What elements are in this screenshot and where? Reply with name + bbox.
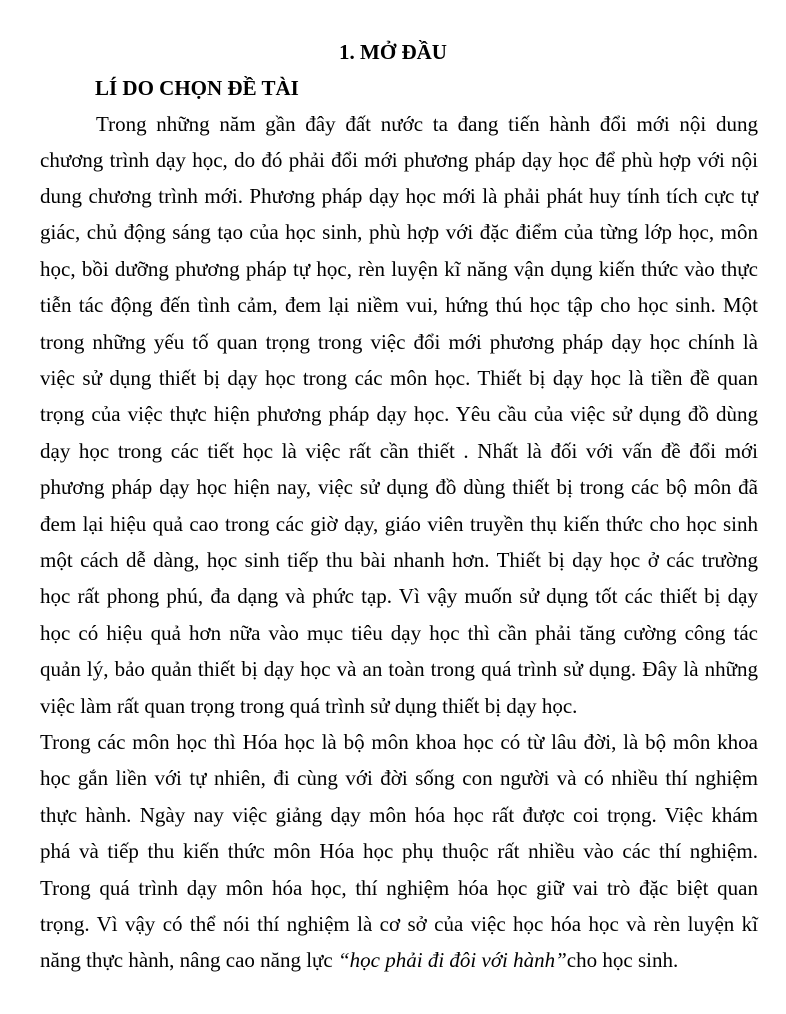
section-heading: 1. MỞ ĐẦU (339, 40, 447, 64)
paragraph-line: một cách dễ dàng, học sinh tiếp thu bài nhanh hơn. Thiết bị dạy học ở các trường (40, 548, 758, 572)
paragraph-line: học gắn liền với tự nhiên, đi cùng với đời sống con người và có nhiều thí nghiệm (40, 766, 758, 790)
paragraph-line: học, bồi dưỡng phương pháp tự học, rèn luyện kĩ năng vận dụng kiến thức vào thực (40, 257, 758, 281)
paragraph-line: quản lý, bảo quản thiết bị dạy học và an toàn trong quá trình sử dụng. Đây là những (40, 657, 758, 681)
paragraph-line: trọng của việc thực hiện phương pháp dạy học. Yêu cầu của việc sử dụng đồ dùng (40, 402, 758, 426)
subsection-heading: LÍ DO CHỌN ĐỀ TÀI (95, 76, 299, 100)
paragraph-line: dạy học trong các tiết học là việc rất cần thiết . Nhất là đối với vấn đề đổi mới (40, 439, 758, 463)
paragraph-line: đem lại hiệu quả cao trong các giờ dạy, giáo viên truyền thụ kiến thức cho học sinh (40, 512, 758, 536)
paragraph-line: trọng. Vì vậy có thể nói thí nghiệm là cơ sở của việc học hóa học và rèn luyện kĩ (40, 912, 758, 936)
paragraph-line: phương pháp dạy học hiện nay, việc sử dụng đồ dùng thiết bị trong các bộ môn đã (40, 475, 758, 499)
paragraph-line: Trong những năm gần đây đất nước ta đang tiến hành đổi mới nội dung (96, 112, 758, 136)
paragraph-line: Trong các môn học thì Hóa học là bộ môn khoa học có từ lâu đời, là bộ môn khoa (40, 730, 758, 754)
paragraph-line: thực hành. Ngày nay việc giảng dạy môn hóa học rất được coi trọng. Việc khám (40, 803, 758, 827)
paragraph-line: học rất phong phú, đa dạng và phức tạp. Vì vậy muốn sử dụng tốt các thiết bị dạy (40, 584, 758, 608)
paragraph-line: tiễn tác động đến tình cảm, đem lại niềm vui, hứng thú học tập cho học sinh. Một (40, 293, 758, 317)
paragraph-line: việc sử dụng thiết bị dạy học trong các môn học. Thiết bị dạy học là tiền đề quan (40, 366, 758, 390)
paragraph-last-line (40, 946, 758, 974)
paragraph-line: học có hiệu quả hơn nữa vào mục tiêu dạy học thì cần phải tăng cường công tác (40, 621, 758, 645)
line-text: cho học sinh. (566, 948, 679, 972)
paragraph-line: giác, chủ động sáng tạo của học sinh, phù hợp với đặc điểm của từng lớp học, môn (40, 220, 758, 244)
paragraph-line: trong những yếu tố quan trọng trong việc đổi mới phương pháp dạy học chính là (40, 330, 758, 354)
italic-quote: “học phải đi đôi với hành” (338, 948, 567, 972)
line-text: năng thực hành, nâng cao năng lực (40, 948, 338, 972)
paragraph-line: Trong quá trình dạy môn hóa học, thí nghiệm hóa học giữ vai trò đặc biệt quan (40, 876, 758, 900)
paragraph-line: dung chương trình mới. Phương pháp dạy học mới là phải phát huy tính tích cực tự (40, 184, 758, 208)
paragraph-line: chương trình dạy học, do đó phải đổi mới phương pháp dạy học để phù hợp với nội (40, 148, 758, 172)
paragraph-line: phá và tiếp thu kiến thức môn Hóa học phụ thuộc rất nhiều vào các thí nghiệm. (40, 839, 758, 863)
paragraph-line: việc làm rất quan trọng trong quá trình sử dụng thiết bị dạy học. (40, 694, 578, 718)
